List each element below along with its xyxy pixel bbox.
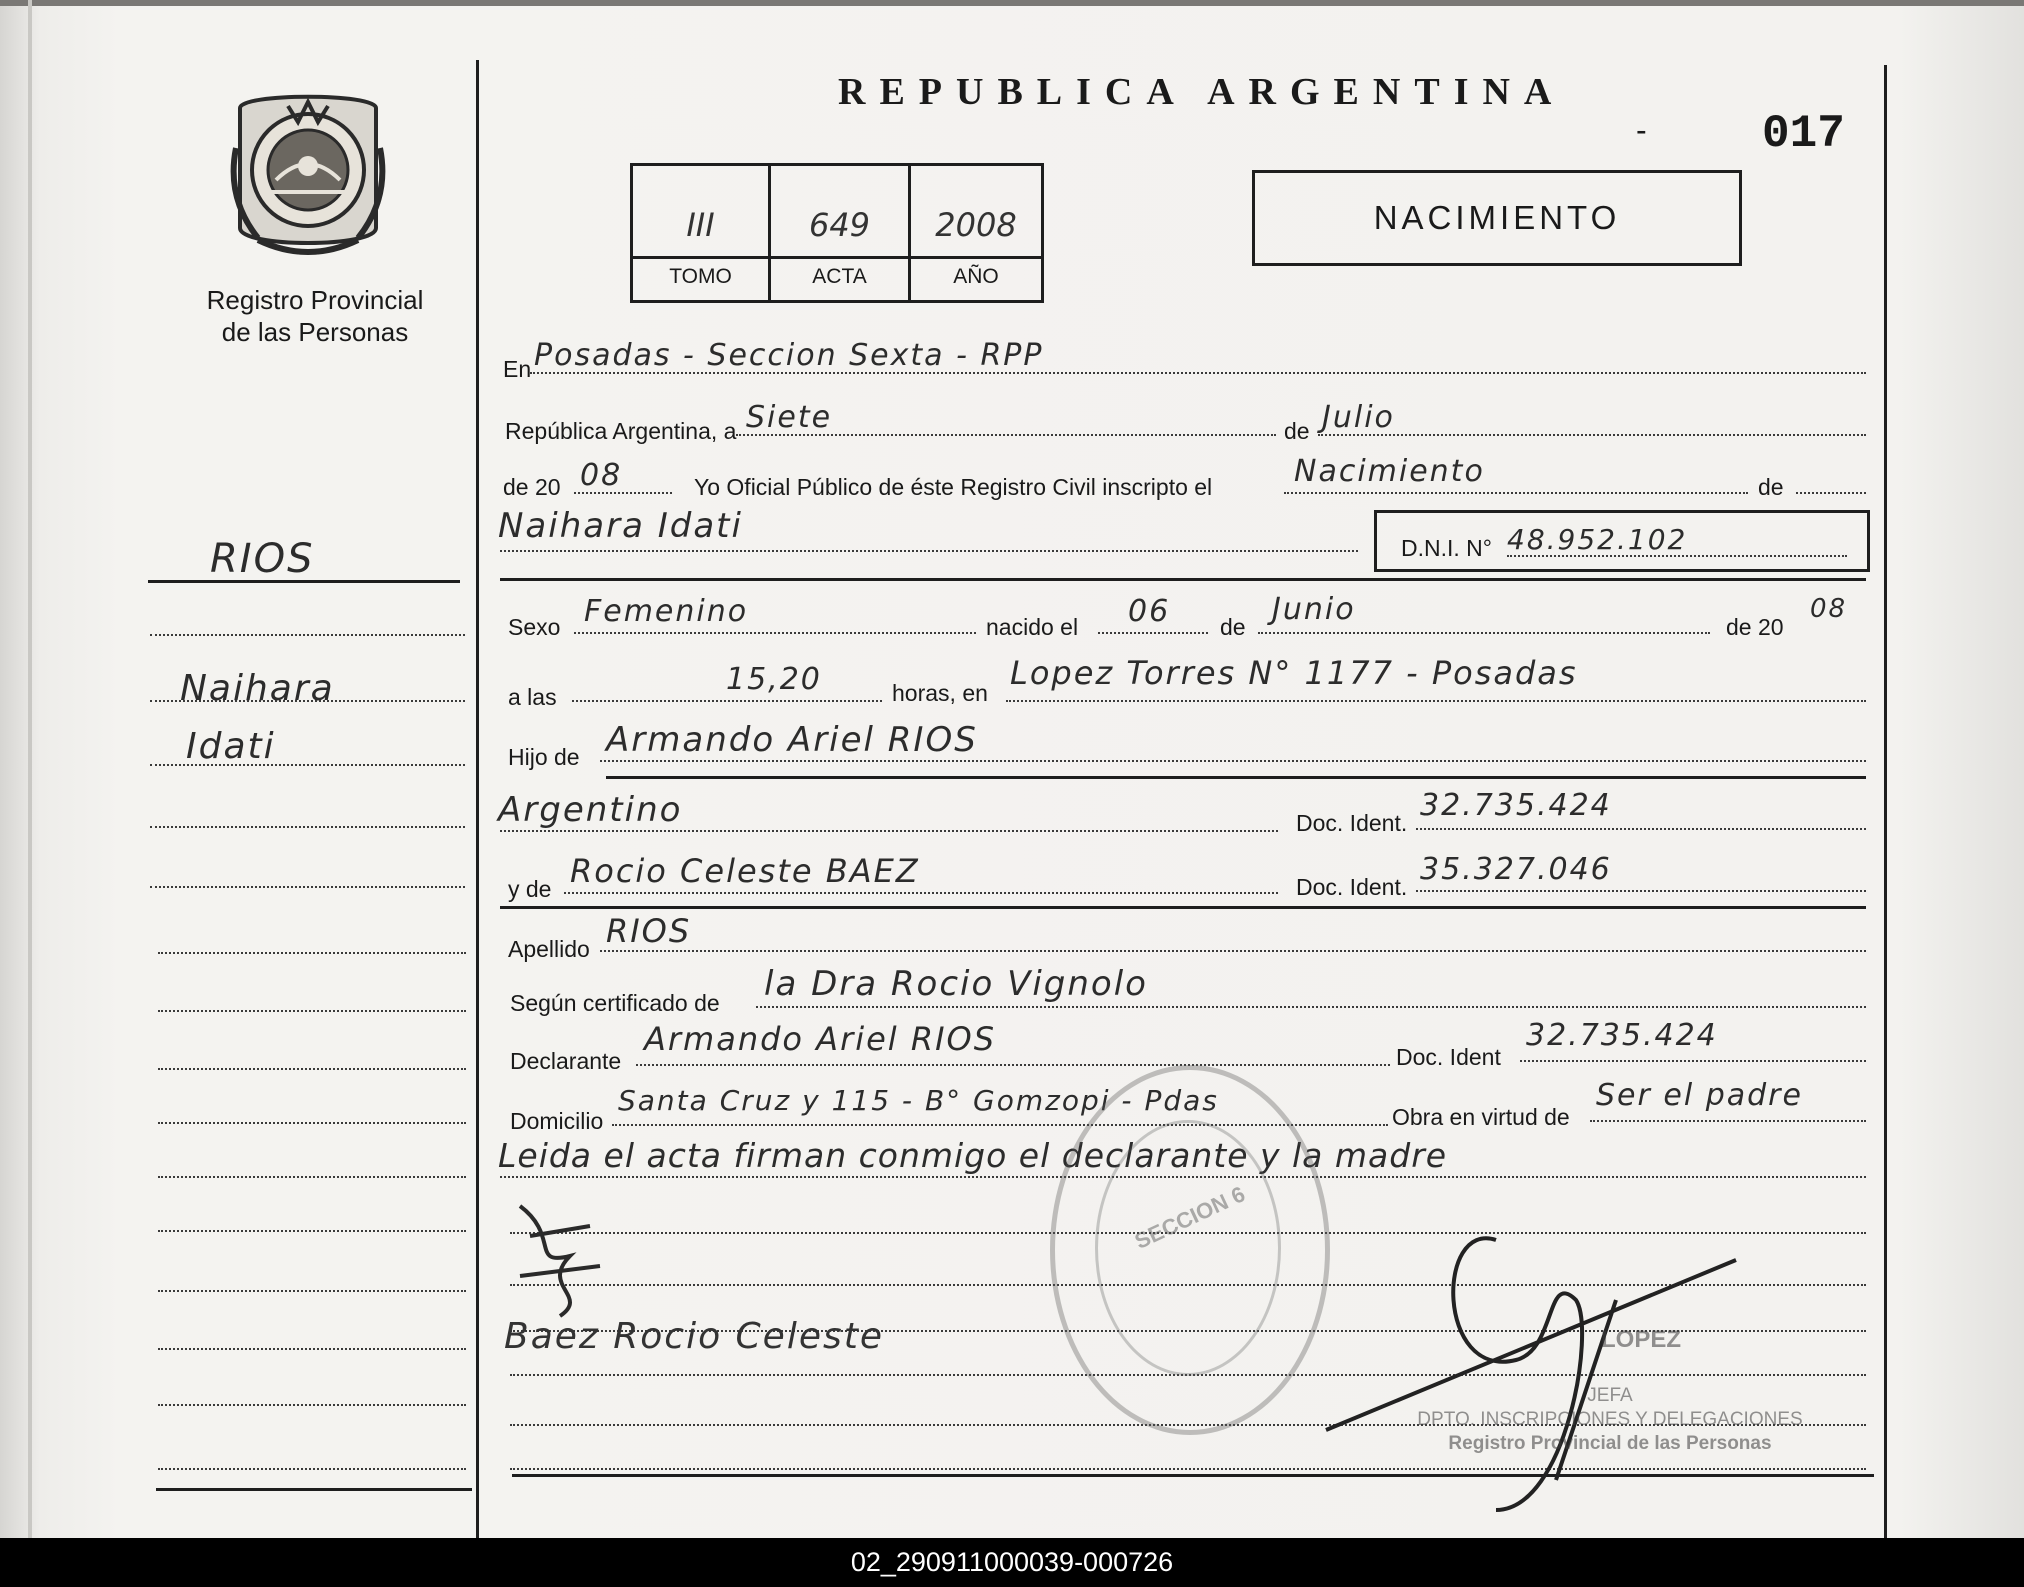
inscripto-value: Nacimiento [1294, 454, 1485, 489]
domicilio-value: Santa Cruz y 115 - B° Gomzopi - Pdas [618, 1084, 1219, 1117]
image-code-bar: 02_290911000039-000726 [0, 1538, 2024, 1587]
inscripto-dots [1284, 492, 1748, 494]
month-dots [1318, 434, 1866, 436]
obra-value: Ser el padre [1596, 1078, 1803, 1113]
margin-dots-8 [158, 1010, 466, 1012]
father-doc-label: Doc. Ident. [1296, 810, 1408, 836]
tomo-value: III [686, 206, 715, 244]
mother-name: Rocio Celeste BAEZ [570, 852, 920, 890]
official-title-block [1400, 1384, 1820, 1456]
nacido-label: nacido el [986, 614, 1079, 640]
inscripto-de-label: de [1758, 474, 1784, 500]
margin-rule-bottom [156, 1488, 472, 1491]
margin-surname: RIOS [210, 536, 315, 582]
dni-dots [1507, 555, 1847, 557]
mother-doc: 35.327.046 [1420, 852, 1612, 887]
inscripto-tail-dots [1796, 492, 1866, 494]
birth-day-dots [1098, 632, 1208, 634]
registry-name [150, 284, 480, 348]
margin-dots-13 [158, 1290, 466, 1292]
margin-dots-15 [158, 1404, 466, 1406]
acta-label: ACTA [771, 256, 908, 289]
stamp-section: SECCION 6 [1130, 1181, 1249, 1254]
mother-signature-scribble [500, 1196, 620, 1336]
margin-dots-4 [150, 764, 465, 766]
margin-dots-5 [150, 826, 465, 828]
registry-line2: de las Personas [221, 317, 409, 347]
provincial-seal-icon [228, 88, 388, 260]
mother-doc-label: Doc. Ident. [1296, 874, 1408, 900]
closing-text: Leida el acta firman conmigo el declarante y la madre [498, 1136, 1448, 1175]
record-reference-box [630, 163, 1044, 303]
birth-year-prefix: de 20 [1726, 614, 1784, 640]
margin-dots-16 [158, 1468, 466, 1470]
registry-line1: Registro Provincial [206, 285, 424, 315]
birth-place: Lopez Torres N° 1177 - Posadas [1010, 654, 1578, 692]
dni-box [1374, 510, 1870, 572]
official-dept: DPTO. INSCRIPCIONES Y DELEGACIONES [1417, 1409, 1803, 1430]
en-label: En [503, 356, 532, 382]
year-value: 08 [580, 458, 623, 493]
margin-dots-6 [150, 886, 465, 888]
father-name-dots [600, 760, 1866, 762]
birth-day: 06 [1128, 594, 1171, 629]
year-dots [574, 492, 672, 494]
mother-section-rule [500, 906, 1866, 909]
certificado-value: la Dra Rocio Vignolo [764, 964, 1148, 1004]
margin-dots-12 [158, 1230, 466, 1232]
birth-time-dots [572, 700, 882, 702]
mother-signature: Baez Rocio Celeste [504, 1316, 885, 1357]
en-value: Posadas - Seccion Sexta - RPP [534, 338, 1044, 373]
en-dots [530, 372, 1866, 374]
sexo-dots [574, 632, 976, 634]
left-column-border [476, 60, 479, 1538]
child-section-rule [500, 578, 1866, 581]
declarante-doc-label: Doc. Ident [1396, 1044, 1501, 1070]
anio-label: AÑO [911, 256, 1041, 289]
year-prefix: de 20 [503, 474, 561, 500]
obra-dots [1590, 1120, 1866, 1122]
sexo-label: Sexo [508, 614, 561, 640]
father-nationality: Argentino [498, 790, 683, 830]
mother-doc-dots [1416, 890, 1866, 892]
sexo-value: Femenino [584, 594, 749, 629]
birth-time: 15,20 [726, 662, 822, 697]
alas-label: a las [508, 684, 557, 710]
dni-value: 48.952.102 [1507, 523, 1688, 556]
father-name: Armando Ariel RIOS [606, 720, 978, 760]
certificado-dots [756, 1006, 1866, 1008]
nationality-dots [500, 830, 1278, 832]
page-dash: - [1636, 112, 1647, 148]
birth-month-dots [1258, 632, 1710, 634]
domicilio-label: Domicilio [510, 1108, 604, 1134]
margin-dots-11 [158, 1176, 466, 1178]
declarante-doc-dots [1520, 1060, 1866, 1062]
declarante-doc: 32.735.424 [1526, 1018, 1718, 1053]
page-number: 017 [1762, 108, 1845, 160]
declarante-value: Armando Ariel RIOS [644, 1020, 997, 1058]
horas-label: horas, en [892, 680, 988, 706]
margin-dots-10 [158, 1122, 466, 1124]
apellido-label: Apellido [508, 936, 590, 962]
inscripto-label: Yo Oficial Público de éste Registro Civil inscripto el [694, 474, 1213, 500]
certificado-label: Según certificado de [510, 990, 720, 1016]
yde-label: y de [508, 876, 552, 902]
tomo-label: TOMO [633, 256, 768, 289]
margin-given-name-1: Naihara [180, 668, 335, 709]
birth-month: Junio [1272, 592, 1356, 627]
official-name: LOPEZ [1600, 1326, 1681, 1353]
child-name-dots [500, 550, 1358, 552]
margin-dots-14 [158, 1348, 466, 1350]
republica-label: República Argentina, a [505, 418, 737, 444]
margin-dots-9 [158, 1068, 466, 1070]
apellido-value: RIOS [606, 912, 692, 950]
father-section-rule [606, 776, 1866, 779]
binding-spine [28, 0, 32, 1538]
birth-place-dots [1006, 700, 1866, 702]
margin-dots-2 [150, 634, 465, 636]
acta-cell [771, 166, 911, 300]
official-registry: Registro Provincial de las Personas [1448, 1433, 1772, 1454]
apellido-dots [600, 950, 1866, 952]
margin-dots-7 [158, 952, 466, 954]
month-de-label: de [1284, 418, 1310, 444]
acta-value: 649 [808, 206, 871, 244]
official-stamp [1050, 1065, 1330, 1435]
birth-year: 08 [1810, 594, 1848, 624]
margin-rule-1 [148, 580, 460, 583]
father-doc: 32.735.424 [1420, 788, 1612, 823]
father-doc-dots [1416, 828, 1866, 830]
obra-label: Obra en virtud de [1392, 1104, 1570, 1130]
day-dots [736, 434, 1276, 436]
day-value: Siete [746, 400, 833, 435]
birth-de-label: de [1220, 614, 1246, 640]
mother-name-dots [564, 892, 1278, 894]
record-type-box: NACIMIENTO [1252, 170, 1742, 266]
book-edge [0, 0, 2024, 6]
anio-cell [911, 166, 1041, 300]
declarante-label: Declarante [510, 1048, 622, 1074]
hijo-label: Hijo de [508, 744, 580, 770]
document-title: REPUBLICA ARGENTINA [838, 71, 1566, 113]
official-title: JEFA [1587, 1385, 1633, 1406]
anio-value: 2008 [935, 206, 1017, 244]
tomo-cell [633, 166, 771, 300]
margin-given-name-2: Idati [186, 726, 276, 767]
child-name: Naihara Idati [498, 506, 743, 546]
dni-label: D.N.I. N° [1401, 535, 1492, 561]
month-value: Julio [1322, 400, 1395, 435]
margin-dots-3 [150, 700, 465, 702]
declarante-dots [636, 1064, 1390, 1066]
right-form-border [1884, 65, 1887, 1538]
